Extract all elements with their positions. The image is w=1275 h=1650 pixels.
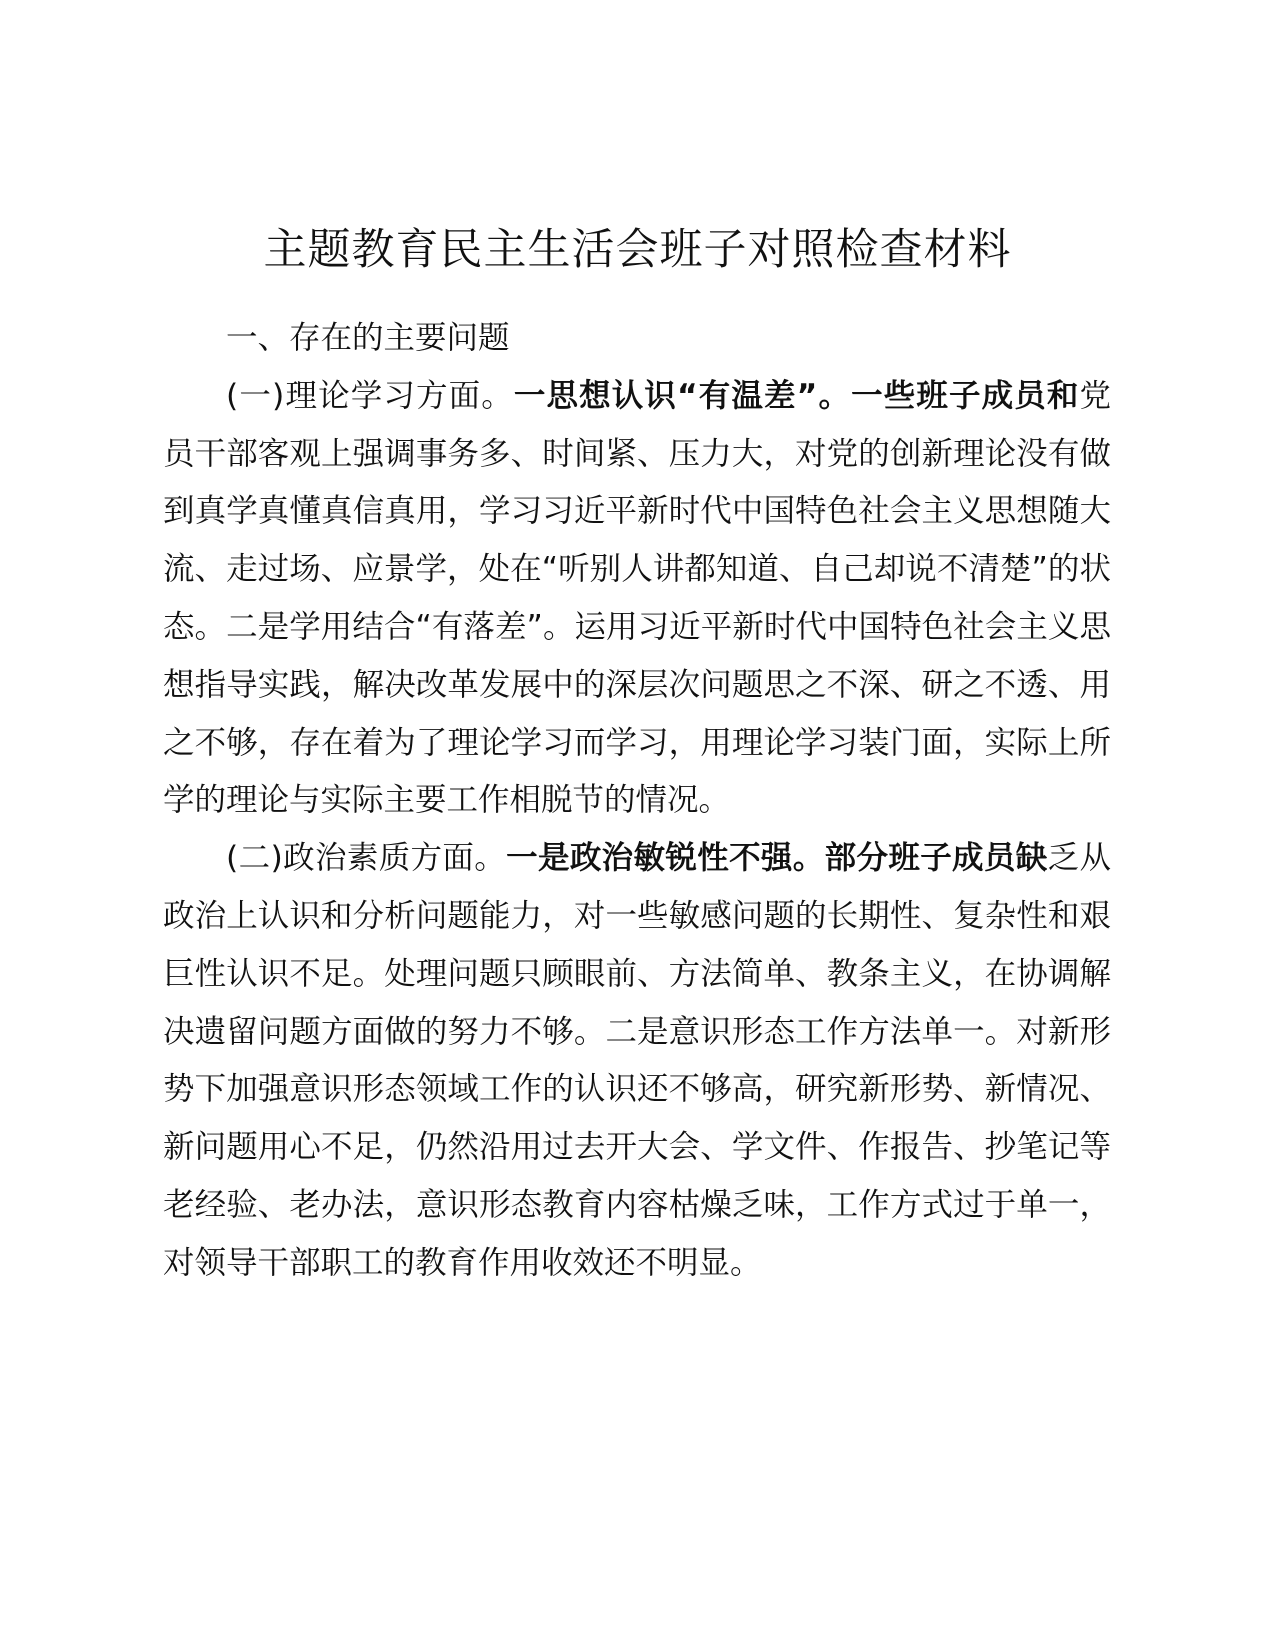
paragraph-bold-lead: 一是政治敏锐性不强。部分班子成员缺 [506, 840, 1048, 877]
paragraph-theory-study [163, 368, 1111, 830]
paragraph-political-quality [163, 830, 1111, 1292]
document-body [163, 310, 1111, 1293]
paragraph-text: 乏从政治上认识和分析问题能力，对一些敏感问题的长期性、复杂性和艰巨性认识不足。处理问题只顾眼前、方法简单、教条主义，在协调解决遗留问题方面做的努力不够。二是意识形态工作方法单一。对新形势下加强意识形态领域工作的认识还不够高，研究新形势、新情况、新问题用心不足，仍然沿用过去开大会、学文件、作报告、抄笔记等老经验、老办法，意识形态教育内容枯燥乏味，工作方式过于单一，对领导干部职工的教育作用收效还不明显。 [163, 840, 1111, 1281]
paragraph-label: (一)理论学习方面。 [226, 377, 514, 414]
paragraph-label: (二)政治素质方面。 [226, 840, 507, 877]
document-title: 主题教育民主生活会班子对照检查材料 [263, 225, 1012, 275]
paragraph-text: 党员干部客观上强调事务多、时间紧、压力大，对党的创新理论没有做到真学真懂真信真用，学习习近平新时代中国特色社会主义思想随大流、走过场、应景学，处在“听别人讲都知道、自己却说不清楚”的状态。二是学用结合“有落差”。运用习近平新时代中国特色社会主义思想指导实践，解决改革发展中的深层次问题思之不深、研之不透、用之不够，存在着为了理论学习而学习，用理论学习装门面，实际上所学的理论与实际主要工作相脱节的情况。 [163, 377, 1111, 819]
section-heading: 一、存在的主要问题 [226, 320, 510, 356]
paragraph-bold-lead: 一思想认识“有温差”。一些班子成员和 [513, 377, 1080, 414]
